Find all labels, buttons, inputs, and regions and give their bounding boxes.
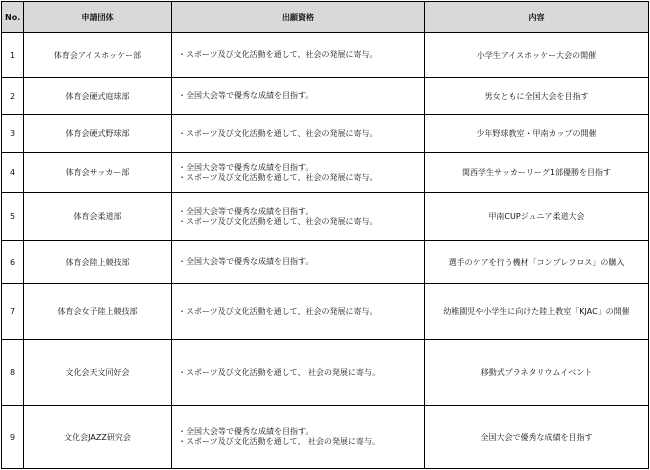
row-number: 4 xyxy=(2,153,24,193)
table-row xyxy=(2,340,649,406)
qualification-cell xyxy=(172,241,425,284)
row-number: 6 xyxy=(2,241,24,284)
content-cell: 少年野球教室・甲南カップの開催 xyxy=(425,115,649,153)
group-name: 体育会サッカー部 xyxy=(24,153,172,193)
row-number: 8 xyxy=(2,340,24,406)
group-name: 文化会天文同好会 xyxy=(24,340,172,406)
table-row xyxy=(2,406,649,469)
qualification-line: ・全国大会等で優秀な成績を目指す。 xyxy=(178,91,314,100)
group-name: 文化会JAZZ研究会 xyxy=(24,406,172,469)
content-cell: 小学生アイスホッケー大会の開催 xyxy=(425,33,649,78)
header-no: No. xyxy=(2,2,24,33)
table-row xyxy=(2,193,649,241)
content-cell: 甲南CUPジュニア柔道大会 xyxy=(425,193,649,241)
qualification-cell xyxy=(172,33,425,78)
qualification-line: ・スポーツ及び文化活動を通して、社会の発展に寄与。 xyxy=(178,50,378,59)
row-number: 9 xyxy=(2,406,24,469)
qualification-line: ・全国大会等で優秀な成績を目指す。 xyxy=(178,427,314,436)
group-name: 体育会アイスホッケー部 xyxy=(24,33,172,78)
qualification-cell xyxy=(172,115,425,153)
header-content: 内容 xyxy=(425,2,649,33)
content-cell: 幼稚園児や小学生に向けた陸上教室「KJAC」の開催 xyxy=(425,284,649,340)
table-row xyxy=(2,153,649,193)
qualification-line: ・スポーツ及び文化活動を通して、 社会の発展に寄与。 xyxy=(178,437,381,446)
row-number: 1 xyxy=(2,33,24,78)
table-row xyxy=(2,33,649,78)
header-qualification: 出願資格 xyxy=(172,2,425,33)
qualification-cell xyxy=(172,340,425,406)
content-cell: 全国大会で優秀な成績を目指す xyxy=(425,406,649,469)
qualification-line: ・スポーツ及び文化活動を通して、 社会の発展に寄与。 xyxy=(178,367,381,377)
content-cell: 男女ともに全国大会を目指す xyxy=(425,78,649,115)
qualification-cell xyxy=(172,78,425,115)
row-number: 7 xyxy=(2,284,24,340)
qualification-line: ・スポーツ及び文化活動を通して、社会の発展に寄与。 xyxy=(178,172,378,182)
qualification-cell xyxy=(172,406,425,469)
group-name: 体育会陸上競技部 xyxy=(24,241,172,284)
table-row xyxy=(2,115,649,153)
content-cell: 移動式プラネタリウムイベント xyxy=(425,340,649,406)
table-row xyxy=(2,284,649,340)
application-table xyxy=(1,1,649,469)
header-row xyxy=(2,2,649,33)
header-group: 申請団体 xyxy=(24,2,172,33)
group-name: 体育会硬式野球部 xyxy=(24,115,172,153)
qualification-cell xyxy=(172,153,425,193)
qualification-line: ・全国大会等で優秀な成績を目指す。 xyxy=(178,206,314,216)
qualification-line: ・スポーツ及び文化活動を通して、社会の発展に寄与。 xyxy=(178,216,378,226)
group-name: 体育会柔道部 xyxy=(24,193,172,241)
row-number: 3 xyxy=(2,115,24,153)
qualification-cell xyxy=(172,193,425,241)
table-row xyxy=(2,78,649,115)
table-row xyxy=(2,241,649,284)
qualification-cell xyxy=(172,284,425,340)
qualification-line: ・スポーツ及び文化活動を通して、社会の発展に寄与。 xyxy=(178,128,378,138)
row-number: 5 xyxy=(2,193,24,241)
qualification-line: ・スポーツ及び文化活動を通して、社会の発展に寄与。 xyxy=(178,306,378,316)
group-name: 体育会女子陸上競技部 xyxy=(24,284,172,340)
qualification-line: ・全国大会等で優秀な成績を目指す。 xyxy=(178,257,314,266)
content-cell: 関西学生サッカーリーグ1部優勝を目指す xyxy=(425,153,649,193)
qualification-line: ・全国大会等で優秀な成績を目指す。 xyxy=(178,162,314,172)
content-cell: 選手のケアを行う機材「コンプレフロス」の購入 xyxy=(425,241,649,284)
row-number: 2 xyxy=(2,78,24,115)
group-name: 体育会硬式庭球部 xyxy=(24,78,172,115)
